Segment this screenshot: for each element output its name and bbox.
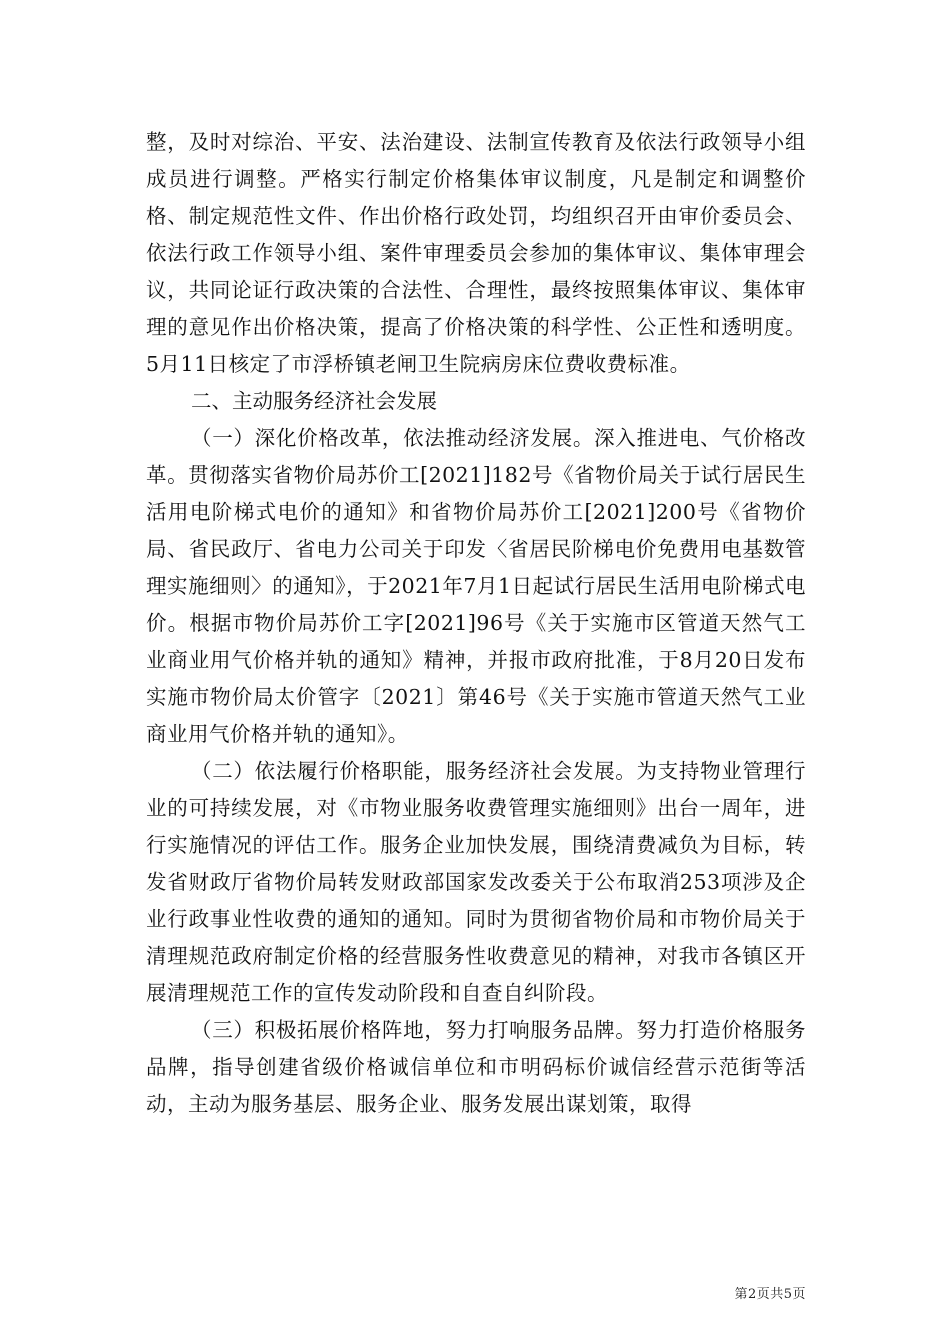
paragraph-continuation: 整，及时对综治、平安、法治建设、法制宣传教育及依法行政领导小组成员进行调整。严格实行制定价格集体审议制度，凡是制定和调整价格、制定规范性文件、作出价格行政处罚，均组织召开由审价委员会、依法行政工作领导小组、案件审理委员会参加的集体审议、集体审理会议，共同论证行政决策的合法性、合理性，最终按照集体审议、集体审理的意见作出价格决策，提高了价格决策的科学性、公正性和透明度。5月11日核定了市浮桥镇老闸卫生院病房床位费收费标准。 — [146, 130, 806, 376]
paragraph-price-reform: （一）深化价格改革，依法推动经济发展。深入推进电、气价格改革。贯彻落实省物价局苏价工[2021]182号《省物价局关于试行居民生活用电阶梯式电价的通知》和省物价局苏价工[2021]200号《省物价局、省民政厅、省电力公司关于印发〈省居民阶梯电价免费用电基数管理实施细则〉的通知》，于2021年7月1日起试行居民生活用电阶梯式电价。根据市物价局苏价工字[2021]96号《关于实施市区管道天然气工业商业用气价格并轨的通知》精神，并报市政府批准，于8月20日发布实施市物价局太价管字〔2021〕第46号《关于实施市管道天然气工业商业用气价格并轨的通知》。 — [146, 426, 806, 746]
document-body — [146, 124, 806, 1123]
page-number: 第2页共5页 — [734, 1287, 806, 1302]
paragraph-price-functions: （二）依法履行价格职能，服务经济社会发展。为支持物业管理行业的可持续发展，对《市物业服务收费管理实施细则》出台一周年，进行实施情况的评估工作。服务企业加快发展，围绕清费减负为目标，转发省财政厅省物价局转发财政部国家发改委关于公布取消253项涉及企业行政事业性收费的通知的通知。同时为贯彻省物价局和市物价局关于清理规范政府制定价格的经营服务性收费意见的精神，对我市各镇区开展清理规范工作的宣传发动阶段和自查自纠阶段。 — [146, 759, 806, 1005]
section-heading: 二、主动服务经济社会发展 — [191, 389, 437, 413]
paragraph-service-brand: （三）积极拓展价格阵地，努力打响服务品牌。努力打造价格服务品牌，指导创建省级价格诚信单位和市明码标价诚信经营示范街等活动，主动为服务基层、服务企业、服务发展出谋划策，取得 — [146, 1018, 806, 1116]
